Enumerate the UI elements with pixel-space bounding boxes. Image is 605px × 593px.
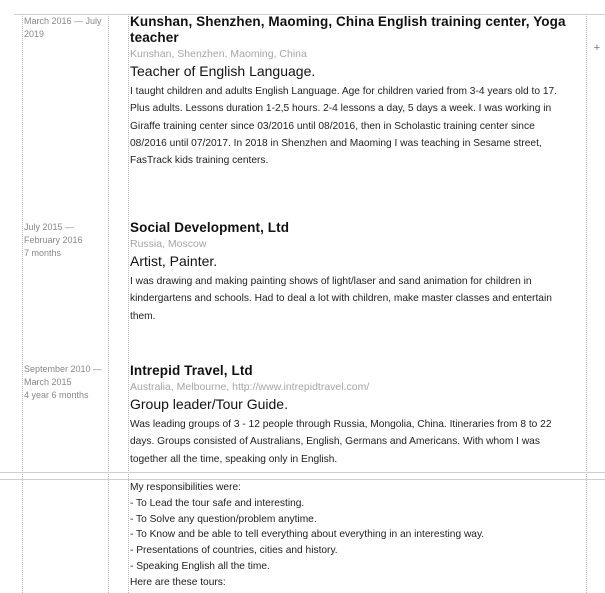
date-duration: 4 year 6 months — [24, 390, 89, 400]
date-range: March 2016 — July 2019 — [24, 16, 102, 39]
date-range: September 2010 — March 2015 — [24, 364, 103, 387]
experience-entry — [130, 363, 570, 468]
list-item: - Speaking English all the time. — [130, 560, 270, 572]
entry-date — [24, 363, 110, 402]
list-item: - To Know and be able to tell everything about everything in an interesting way. — [130, 529, 485, 541]
add-icon[interactable]: + — [593, 42, 601, 54]
list-item: - To Lead the tour safe and interesting. — [130, 497, 305, 509]
entry-date — [24, 221, 110, 260]
list-item: - Presentations of countries, cities and history. — [130, 545, 338, 557]
job-description: Was leading groups of 3 - 12 people through Russia, Mongolia, China. Itineraries from 8 to 22 days. Groups consisted of Australians, English, Germans and Americans. With whom I was together all the time, speaking only in English. — [130, 419, 552, 465]
page-break-top — [0, 472, 605, 473]
job-description: I was drawing and making painting shows of light/laser and sand animation for children in kindergartens and schools. Had to deal a lot with children, make master classes and entertain them. — [130, 276, 552, 322]
list-item: - To Solve any question/problem anytime. — [130, 513, 317, 525]
responsibilities-heading: My responsibilities were: — [130, 482, 241, 493]
job-position: Group leader/Tour Guide. — [130, 396, 288, 412]
responsibilities-list — [130, 480, 570, 591]
experience-entry — [130, 220, 570, 325]
company-location: Australia, Melbourne, http://www.intrepidtravel.com/ — [130, 381, 370, 393]
job-position: Teacher of English Language. — [130, 63, 316, 79]
job-position: Artist, Painter. — [130, 253, 218, 269]
company-name: Intrepid Travel, Ltd — [130, 363, 253, 378]
company-location: Kunshan, Shenzhen, Maoming, China — [130, 48, 307, 60]
responsibilities-footer: Here are these tours: — [130, 576, 226, 588]
right-column-border — [586, 14, 587, 593]
company-name: Kunshan, Shenzhen, Maoming, China English training center, Yoga teacher — [130, 14, 566, 45]
left-column-border — [22, 14, 23, 593]
date-range: July 2015 — February 2016 — [24, 222, 83, 245]
job-description: I taught children and adults English Language. Age for children varied from 3-4 years old to 17. Plus adults. Lessons duration 1-2,5 hours. 2-4 lessons a day, 5 days a week. I was working in Giraffe training center since 03/2016 until 08/2016, then in Scholastic training center since 08/2016 until 07/2017. In 2018 in Shenzhen and Maoming I was teaching in Sesame street, FasTrack kids training centers. — [130, 86, 558, 167]
company-location: Russia, Moscow — [130, 238, 207, 250]
date-duration: 7 months — [24, 248, 62, 258]
content-column-border — [128, 14, 129, 593]
experience-entry — [130, 14, 570, 169]
date-column-border — [108, 14, 109, 593]
company-name: Social Development, Ltd — [130, 220, 290, 235]
entry-date — [24, 15, 110, 41]
